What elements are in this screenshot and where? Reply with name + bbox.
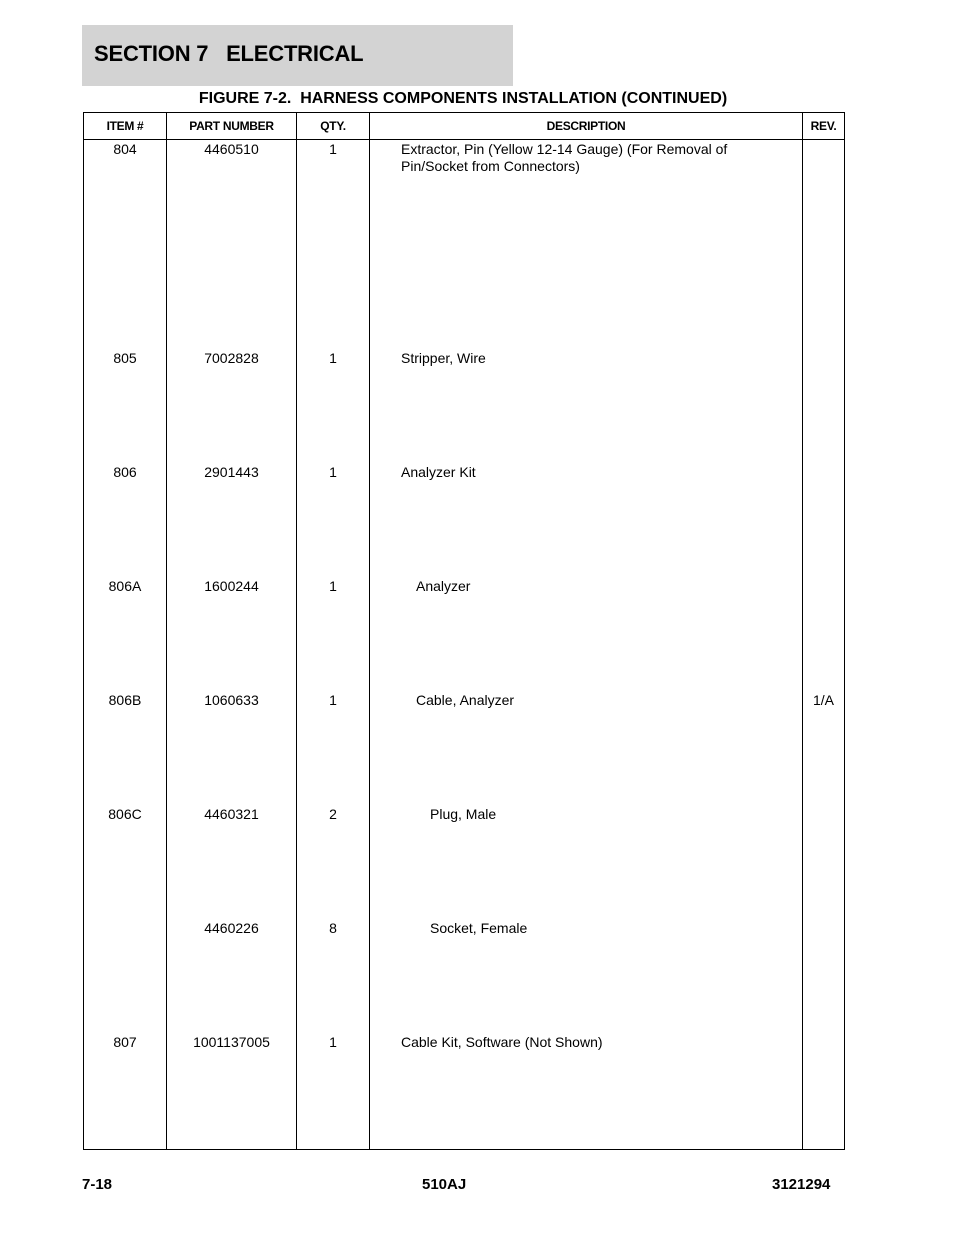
column-header-qty: QTY. — [297, 113, 370, 140]
part-number: 1001137005 — [167, 1032, 297, 1146]
table-row — [84, 140, 845, 348]
quantity: 1 — [297, 348, 370, 462]
description: Plug, Male — [370, 804, 803, 918]
quantity: 1 — [297, 576, 370, 690]
item-number: 805 — [84, 348, 167, 462]
revision — [803, 348, 845, 462]
table-row — [84, 804, 845, 918]
description: Extractor, Pin (Yellow 12-14 Gauge) (For Removal of Pin/Socket from Connectors) — [370, 140, 803, 348]
part-number: 4460510 — [167, 140, 297, 348]
quantity: 1 — [297, 690, 370, 804]
revision — [803, 462, 845, 576]
table-row — [84, 1032, 845, 1146]
quantity: 1 — [297, 462, 370, 576]
revision: 1/A — [803, 690, 845, 804]
revision — [803, 576, 845, 690]
document-number: 3121294 — [772, 1176, 831, 1193]
part-number: 1060633 — [167, 690, 297, 804]
part-number: 4460226 — [167, 918, 297, 1032]
description: Cable, Analyzer — [370, 690, 803, 804]
filler-cell — [370, 1147, 803, 1150]
filler-cell — [84, 1147, 167, 1150]
page-number: 7-18 — [82, 1176, 113, 1193]
revision — [803, 1032, 845, 1146]
item-number: 806B — [84, 690, 167, 804]
item-number — [84, 918, 167, 1032]
table-row — [84, 918, 845, 1032]
section-title: SECTION 7 ELECTRICAL — [94, 41, 364, 66]
item-number: 806 — [84, 462, 167, 576]
table-row — [84, 690, 845, 804]
description: Analyzer Kit — [370, 462, 803, 576]
table-filler-row — [84, 1147, 845, 1150]
section-banner — [82, 25, 513, 86]
description: Stripper, Wire — [370, 348, 803, 462]
quantity: 2 — [297, 804, 370, 918]
item-number: 804 — [84, 140, 167, 348]
column-header-description: DESCRIPTION — [370, 113, 803, 140]
table-header-row — [84, 113, 845, 140]
part-number: 2901443 — [167, 462, 297, 576]
column-header-part-number: PART NUMBER — [167, 113, 297, 140]
item-number: 807 — [84, 1032, 167, 1146]
model-number: 510AJ — [422, 1176, 467, 1193]
revision — [803, 804, 845, 918]
quantity: 1 — [297, 1032, 370, 1146]
description: Socket, Female — [370, 918, 803, 1032]
column-header-item: ITEM # — [84, 113, 167, 140]
description: Cable Kit, Software (Not Shown) — [370, 1032, 803, 1146]
part-number: 7002828 — [167, 348, 297, 462]
table-row — [84, 348, 845, 462]
revision — [803, 918, 845, 1032]
parts-table — [83, 112, 845, 1150]
column-header-rev: REV. — [803, 113, 845, 140]
filler-cell — [803, 1147, 845, 1150]
filler-cell — [167, 1147, 297, 1150]
quantity: 8 — [297, 918, 370, 1032]
part-number: 1600244 — [167, 576, 297, 690]
part-number: 4460321 — [167, 804, 297, 918]
item-number: 806A — [84, 576, 167, 690]
item-number: 806C — [84, 804, 167, 918]
quantity: 1 — [297, 140, 370, 348]
revision — [803, 140, 845, 348]
table-row — [84, 462, 845, 576]
figure-title: FIGURE 7-2. HARNESS COMPONENTS INSTALLATION (CONTINUED) — [198, 90, 728, 107]
filler-cell — [297, 1147, 370, 1150]
description: Analyzer — [370, 576, 803, 690]
table-row — [84, 576, 845, 690]
